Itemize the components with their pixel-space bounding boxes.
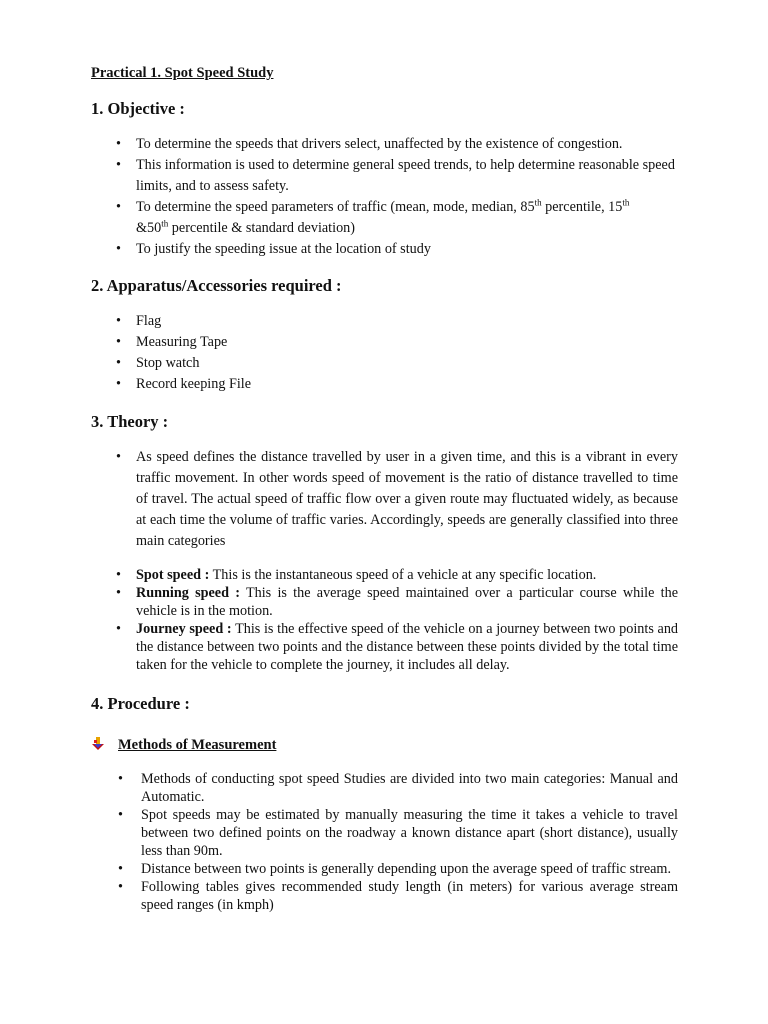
speed-category-term: Journey speed : [136,621,232,637]
objective-heading: 1. Objective : [91,99,185,118]
document-title: Practical 1. Spot Speed Study [91,65,274,81]
apparatus-item: • Stop watch [0,353,678,374]
objective-item: • To justify the speeding issue at the location of study [0,239,678,260]
methods-subheading-text: Methods of Measurement [118,737,277,753]
theory-heading: 3. Theory : [91,412,169,431]
speed-category-journey: • Journey speed : This is the effective speed of the vehicle on a journey between two points and the distance between two points and the distance between these points divided by the total time taken for the vehicle to complete the journey, it includes all delay. [0,620,678,674]
speed-categories-list [0,566,678,674]
procedure-item: • Spot speeds may be estimated by manually measuring the time it takes a vehicle to travel between two defined points on the roadway a known distance apart (short distance), usually less than 90m. [0,806,678,860]
speed-category-term: Spot speed : [136,567,210,583]
procedure-item: • Following tables gives recommended study length (in meters) for various average stream speed ranges (in kmph) [0,878,678,914]
procedure-list [0,770,678,914]
procedure-heading: 4. Procedure : [91,694,190,713]
apparatus-heading: 2. Apparatus/Accessories required : [91,276,342,295]
apparatus-list [0,311,678,395]
theory-intro-list [0,447,678,552]
theory-intro: • As speed defines the distance travelled by user in a given time, and this is a vibrant in every traffic movement. In other words speed of movement is the ratio of distance travelled to time of travel. The actual speed of traffic flow over a given route may fluctuated widely, as because at each time the volume of traffic varies. Accordingly, speeds are generally classified into three main categories [0,447,678,552]
procedure-item: • Distance between two points is generally depending upon the average speed of traffic stream. [0,860,678,878]
speed-category-running: • Running speed : This is the average speed maintained over a particular course while the vehicle is in the motion. [0,584,678,620]
objective-item-speed-parameters: • To determine the speed parameters of traffic (mean, mode, median, 85th percentile, 15th &50th percentile & standard deviation) [0,197,678,239]
apparatus-item: • Record keeping File [0,374,678,395]
objective-list [0,134,678,260]
speed-category-term: Running speed : [136,585,240,601]
objective-item: • This information is used to determine general speed trends, to help determine reasonable speed limits, and to assess safety. [0,155,678,197]
procedure-item: • Methods of conducting spot speed Studies are divided into two main categories: Manual and Automatic. [0,770,678,806]
objective-item: • To determine the speeds that drivers select, unaffected by the existence of congestion. [0,134,678,155]
arrow-bullet-icon [91,737,105,758]
apparatus-item: • Measuring Tape [0,332,678,353]
speed-category-spot: • Spot speed : This is the instantaneous speed of a vehicle at any specific location. [0,566,678,584]
apparatus-item: • Flag [0,311,678,332]
